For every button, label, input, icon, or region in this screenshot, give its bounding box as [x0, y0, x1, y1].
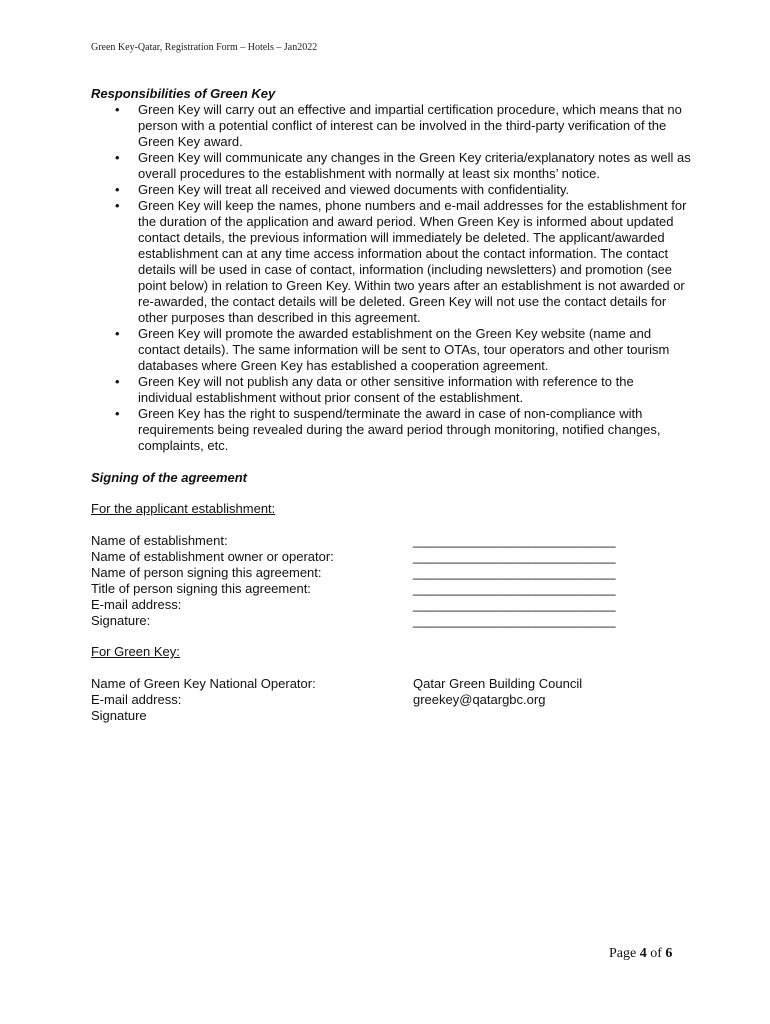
signature-field[interactable]: ____________________________ — [413, 613, 616, 628]
list-item — [91, 182, 691, 198]
operator-row — [91, 676, 691, 692]
applicant-fields — [91, 533, 691, 629]
bullet-icon: • — [115, 150, 120, 165]
green-key-fields — [91, 676, 691, 724]
field-label: Name of establishment owner or operator: — [91, 549, 334, 564]
signature-row — [91, 613, 691, 629]
operator-email-row — [91, 692, 691, 708]
of-word: of — [650, 946, 662, 961]
establishment-name-row — [91, 533, 691, 549]
field-label: Signature — [91, 708, 147, 723]
field-label: E-mail address: — [91, 597, 182, 612]
signer-title-row — [91, 581, 691, 597]
total-pages: 6 — [665, 946, 673, 961]
responsibilities-title: Responsibilities of Green Key — [91, 86, 276, 101]
document-body — [91, 86, 691, 724]
list-item — [91, 406, 691, 454]
field-label: Signature: — [91, 613, 151, 628]
signer-title-field[interactable]: ____________________________ — [413, 581, 616, 596]
field-label: Name of Green Key National Operator: — [91, 676, 316, 691]
responsibilities-list — [91, 102, 691, 454]
field-label: Name of person signing this agreement: — [91, 565, 322, 580]
bullet-icon: • — [115, 198, 120, 213]
bullet-icon: • — [115, 374, 120, 389]
establishment-name-field[interactable]: ____________________________ — [413, 533, 616, 548]
page-number — [609, 946, 672, 962]
applicant-section-title: For the applicant establishment: — [91, 501, 276, 516]
list-item-text: Green Key will not publish any data or other sensitive information with reference to the individual establishment without prior consent of the establishment. — [138, 374, 634, 405]
list-item-text: Green Key will treat all received and viewed documents with confidentiality. — [138, 182, 570, 197]
email-row — [91, 597, 691, 613]
list-item — [91, 374, 691, 406]
field-label: Name of establishment: — [91, 533, 228, 548]
list-item-text: Green Key will communicate any changes in the Green Key criteria/explanatory notes as well as overall procedures to the establishment with normally at least six months’ notice. — [138, 150, 691, 181]
list-item-text: Green Key has the right to suspend/terminate the award in case of non-compliance with requirements being revealed during the award period through monitoring, notified changes, complaints, etc. — [138, 406, 661, 453]
field-label: Title of person signing this agreement: — [91, 581, 311, 596]
list-item — [91, 102, 691, 150]
green-key-section-title: For Green Key: — [91, 644, 180, 659]
page-header: Green Key-Qatar, Registration Form – Hotels – Jan2022 — [91, 42, 318, 53]
list-item-text: Green Key will carry out an effective and impartial certification procedure, which means that no person with a potential conflict of interest can be involved in the third-party verification of the Green Key award. — [138, 102, 682, 149]
page-word: Page — [609, 946, 637, 961]
email-field[interactable]: ____________________________ — [413, 597, 616, 612]
list-item — [91, 326, 691, 374]
list-item — [91, 198, 691, 326]
field-label: E-mail address: — [91, 692, 182, 707]
list-item-text: Green Key will keep the names, phone numbers and e-mail addresses for the establishment for the duration of the application and award period. When Green Key is informed about updated contact details, the previous information will immediately be deleted. The applicant/awarded establishment can at any time access information about the contact information. The contact details will be used in case of contact, information (including newsletters) and promotion (see point below) in relation to Green Key. Within two years after an establishment is not awarded or re-awarded, the contact details will be deleted. Green Key will not use the contact details for other purposes than described in this agreement. — [138, 198, 687, 325]
bullet-icon: • — [115, 406, 120, 421]
bullet-icon: • — [115, 326, 120, 341]
operator-signature-row — [91, 708, 691, 724]
owner-name-row — [91, 549, 691, 565]
bullet-icon: • — [115, 182, 120, 197]
bullet-icon: • — [115, 102, 120, 117]
operator-email-value: greekey@qatargbc.org — [413, 692, 546, 707]
signer-name-field[interactable]: ____________________________ — [413, 565, 616, 580]
operator-value: Qatar Green Building Council — [413, 676, 583, 691]
list-item — [91, 150, 691, 182]
owner-name-field[interactable]: ____________________________ — [413, 549, 616, 564]
current-page: 4 — [639, 946, 647, 961]
signer-name-row — [91, 565, 691, 581]
signing-title: Signing of the agreement — [91, 470, 248, 485]
list-item-text: Green Key will promote the awarded establishment on the Green Key website (name and contact details). The same information will be sent to OTAs, tour operators and other tourism databases where Green Key has established a cooperation agreement. — [138, 326, 670, 373]
